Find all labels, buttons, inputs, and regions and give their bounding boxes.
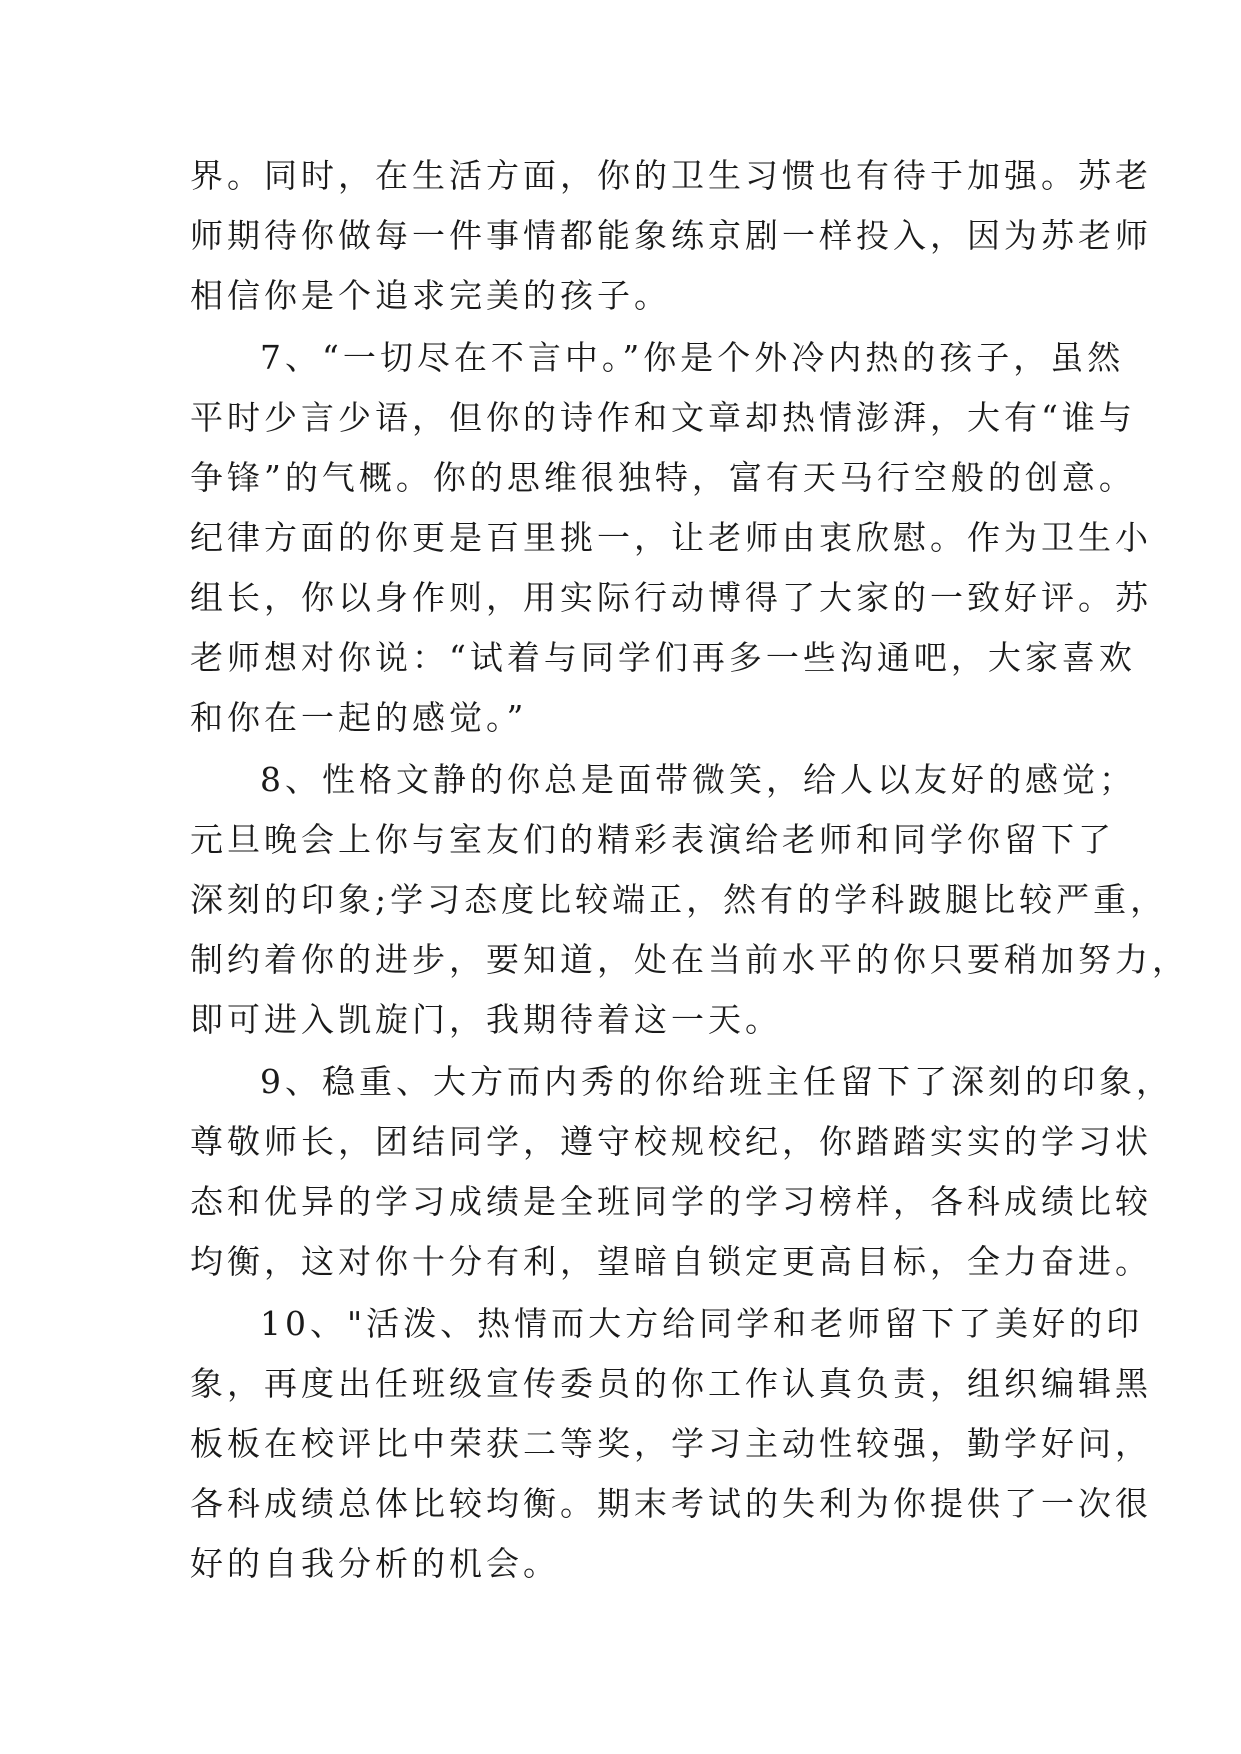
text-line: 板板在校评比中荣获二等奖，学习主动性较强，勤学好问， <box>190 1424 1152 1463</box>
paragraph-7 <box>190 328 1152 748</box>
text-line: 组长，你以身作则，用实际行动博得了大家的一致好评。苏 <box>190 578 1152 617</box>
text-line: 师期待你做每一件事情都能象练京剧一样投入，因为苏老师 <box>190 216 1152 255</box>
text-line: 尊敬师长，团结同学，遵守校规校纪，你踏踏实实的学习状 <box>190 1122 1152 1161</box>
text-line: 界。同时，在生活方面，你的卫生习惯也有待于加强。苏老 <box>190 156 1152 195</box>
text-line: 纪律方面的你更是百里挑一，让老师由衷欣慰。作为卫生小 <box>190 518 1152 557</box>
text-line: 相信你是个追求完美的孩子。 <box>190 276 671 315</box>
document-body <box>190 146 1189 1594</box>
text-line: 10、"活泼、热情而大方给同学和老师留下了美好的印 <box>260 1304 1144 1343</box>
paragraph-9 <box>190 1052 1173 1292</box>
text-line: 各科成绩总体比较均衡。期末考试的失利为你提供了一次很 <box>190 1484 1152 1523</box>
text-line: 深刻的印象;学习态度比较端正，然有的学科跛腿比较严重， <box>190 880 1168 919</box>
paragraph-10 <box>190 1294 1152 1594</box>
text-line: 态和优异的学习成绩是全班同学的学习榜样，各科成绩比较 <box>190 1182 1152 1221</box>
text-line: 元旦晚会上你与室友们的精彩表演给老师和同学你留下了 <box>190 820 1115 859</box>
text-line: 制约着你的进步，要知道，处在当前水平的你只要稍加努力， <box>190 940 1189 979</box>
text-line: 争锋”的气概。你的思维很独特，富有天马行空般的创意。 <box>190 458 1136 497</box>
text-line: 老师想对你说：“试着与同学们再多一些沟通吧，大家喜欢 <box>190 638 1136 677</box>
text-line: 均衡，这对你十分有利，望暗自锁定更高目标，全力奋进。 <box>190 1242 1152 1281</box>
paragraph-6-continuation <box>190 146 1152 326</box>
text-line: 即可进入凯旋门，我期待着这一天。 <box>190 1000 782 1039</box>
text-line: 7、“一切尽在不言中。”你是个外冷内热的孩子，虽然 <box>260 338 1125 377</box>
text-line: 象，再度出任班级宣传委员的你工作认真负责，组织编辑黑 <box>190 1364 1152 1403</box>
text-line: 平时少言少语，但你的诗作和文章却热情澎湃，大有“谁与 <box>190 398 1136 437</box>
text-line: 9、稳重、大方而内秀的你给班主任留下了深刻的印象， <box>260 1062 1173 1101</box>
text-line: 8、性格文静的你总是面带微笑，给人以友好的感觉； <box>260 760 1136 799</box>
text-line: 和你在一起的感觉。” <box>190 698 528 737</box>
text-line: 好的自我分析的机会。 <box>190 1544 560 1583</box>
paragraph-8 <box>190 750 1189 1050</box>
